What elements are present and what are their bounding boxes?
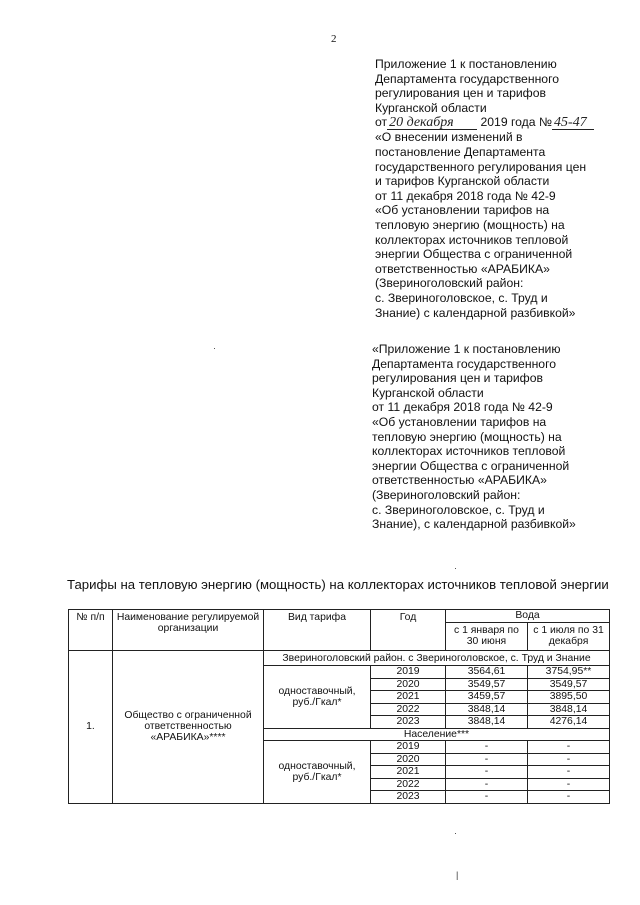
original-line: Знание), с календарной разбивкой» [372, 517, 576, 532]
scan-speck: | [456, 870, 459, 880]
period1-value: 3564,61 [446, 666, 528, 679]
period1-value: - [446, 778, 528, 791]
year-cell: 2022 [371, 778, 446, 791]
original-line: с. Звериноголовское, с. Труд и [372, 502, 545, 517]
appendix-date-line [375, 115, 594, 130]
section1-tariff-type: одноставочный, руб./Гкал* [264, 666, 371, 729]
period1-value: - [446, 741, 528, 754]
year-cell: 2023 [371, 716, 446, 729]
appendix-original [372, 342, 576, 532]
amend-line: государственного регулирования цен [375, 159, 587, 174]
row-number: 1. [69, 651, 113, 804]
org-name: Общество с ограниченной ответственностью «АРАБИКА»**** [113, 651, 264, 804]
appendix-line: Курганской области [375, 100, 487, 115]
amend-line: тепловую энергию (мощность) на [375, 217, 565, 232]
header-row [69, 610, 610, 623]
date-prefix: от [375, 115, 388, 130]
scan-speck: · [454, 563, 457, 573]
period2-value: - [528, 753, 610, 766]
original-line: (Звериноголовский район: [372, 487, 521, 502]
year-cell: 2020 [371, 678, 446, 691]
amend-line: «О внесении изменений в [375, 130, 523, 145]
amend-line: коллекторах источников тепловой [375, 232, 569, 247]
year-cell: 2019 [371, 741, 446, 754]
period2-value: - [528, 766, 610, 779]
original-line: от 11 декабря 2018 года № 42-9 [372, 400, 553, 415]
period2-value: - [528, 778, 610, 791]
period2-value: 3754,95** [528, 666, 610, 679]
amend-line: энергии Общества с ограниченной [375, 247, 573, 262]
header-tariff-type: Вид тарифа [264, 610, 371, 651]
appendix-line: регулирования цен и тарифов [375, 86, 546, 101]
period2-value: - [528, 791, 610, 804]
original-line: коллекторах источников тепловой [372, 444, 566, 459]
amend-line: с. Звериноголовское, с. Труд и [375, 290, 548, 305]
year-cell: 2023 [371, 791, 446, 804]
period2-value: 3549,57 [528, 678, 610, 691]
year-cell: 2021 [371, 691, 446, 704]
handwritten-date: 20 декабря [387, 117, 477, 130]
period2-value: - [528, 741, 610, 754]
amend-line: «Об установлении тарифов на [375, 203, 550, 218]
header-org: Наименование регулируемой организации [113, 610, 264, 651]
year-cell: 2019 [371, 666, 446, 679]
header-year: Год [371, 610, 446, 651]
period1-value: 3848,14 [446, 703, 528, 716]
header-period2: с 1 июля по 31 декабря [528, 622, 610, 650]
period1-value: 3459,57 [446, 691, 528, 704]
period1-value: - [446, 753, 528, 766]
original-line: ответственностью «АРАБИКА» [372, 473, 547, 488]
amend-line: ответственностью «АРАБИКА» [375, 261, 550, 276]
amend-line: постановление Департамента [375, 144, 546, 159]
header-num: № п/п [69, 610, 113, 651]
appendix-line: Департамента государственного [375, 71, 560, 86]
original-line: «Об установлении тарифов на [372, 414, 547, 429]
year-cell: 2022 [371, 703, 446, 716]
period1-value: - [446, 766, 528, 779]
scan-speck: · [213, 343, 216, 353]
amend-line: Знание) с календарной разбивкой» [375, 305, 576, 320]
original-line: «Приложение 1 к постановлению [372, 342, 561, 356]
original-line: энергии Общества с ограниченной [372, 458, 570, 473]
period1-value: 3848,14 [446, 716, 528, 729]
scan-speck: · [454, 828, 457, 838]
page-number: 2 [331, 33, 337, 45]
amend-line: и тарифов Курганской области [375, 174, 550, 189]
date-middle: 2019 года № [480, 115, 553, 130]
header-water: Вода [446, 610, 610, 623]
amend-line: от 11 декабря 2018 года № 42-9 [375, 188, 556, 203]
period2-value: 3848,14 [528, 703, 610, 716]
year-cell: 2020 [371, 753, 446, 766]
original-line: тепловую энергию (мощность) на [372, 429, 562, 444]
year-cell: 2021 [371, 766, 446, 779]
period1-value: - [446, 791, 528, 804]
original-line: регулирования цен и тарифов [372, 371, 543, 386]
period2-value: 4276,14 [528, 716, 610, 729]
handwritten-number: 45-47 [552, 117, 594, 130]
table-title: Тарифы на тепловую энергию (мощность) на коллекторах источников тепловой энергии [67, 577, 609, 592]
period1-value: 3549,57 [446, 678, 528, 691]
header-period1: с 1 января по 30 июня [446, 622, 528, 650]
appendix-amending [375, 57, 594, 320]
original-line: Курганской области [372, 385, 484, 400]
section2-tariff-type: одноставочный, руб./Гкал* [264, 741, 371, 804]
period2-value: 3895,50 [528, 691, 610, 704]
population-label: Население*** [264, 728, 610, 741]
appendix-line: Приложение 1 к постановлению [375, 57, 557, 71]
original-line: Департамента государственного [372, 356, 557, 371]
region-label: Звериноголовский район. с Звериноголовское, с. Труд и Знание [264, 651, 610, 666]
tariff-table [68, 609, 610, 804]
amend-line: (Звериноголовский район: [375, 276, 524, 291]
table-row [69, 651, 610, 666]
